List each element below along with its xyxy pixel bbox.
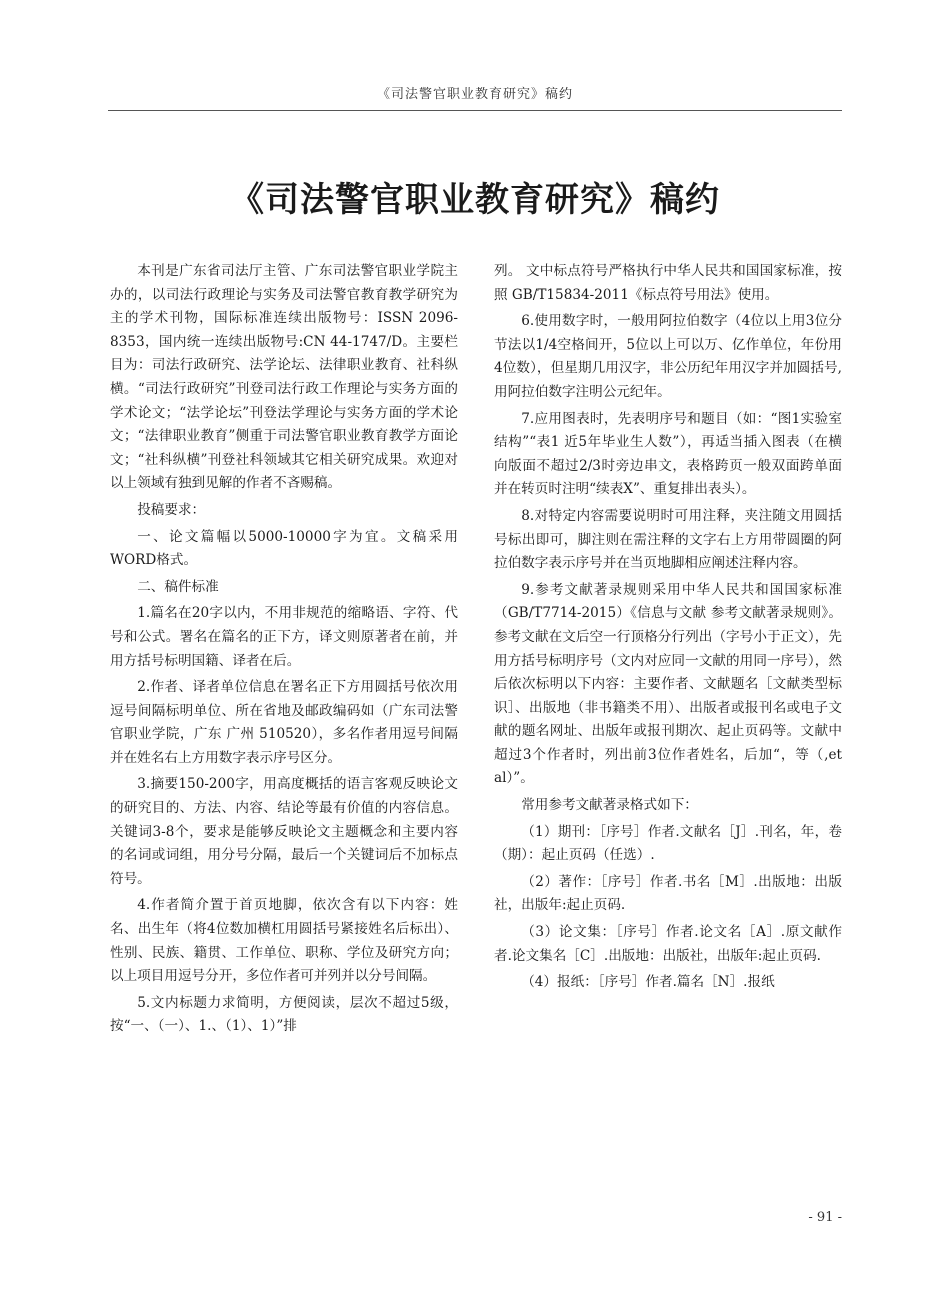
paragraph-standards-heading: 二、稿件标准 (137, 578, 219, 595)
paragraph-submission-requirements: 投稿要求： (137, 501, 206, 518)
paragraph-format-journal: （1）期刊：［序号］作者.文献名［J］.刊名，年，卷（期）：起止页码（任选）. (494, 823, 842, 864)
page-number: - 91 - (808, 1210, 842, 1225)
left-column (110, 260, 458, 1042)
paragraph-format-book: （2）著作：［序号］作者.书名［M］.出版地：出版社，出版年:起止页码. (494, 873, 842, 914)
page-title: 《司法警官职业教育研究》稿约 (230, 180, 720, 220)
paragraph-item-9: 9.参考文献著录规则采用中华人民共和国国家标准（GB/T7714-2015）《信息与文献 参考文献著录规则》。参考文献在文后空一行顶格分行列出（字号小于正文），先用方括号标明序号（文内对应同一文献的用同一序号），然后依次标明以下内容：主要作者、文献题名［文献类型标识］、出版地（非书籍类不用）、出版者或报刊名或电子文献的题名网址、出版年或报刊期次、起止页码等。文献中超过3个作者时，列出前3位作者姓名，后加“，等（,et al）”。 (494, 581, 842, 787)
paragraph-item-5-continued: 列。 文中标点符号严格执行中华人民共和国国家标准，按照 GB/T15834-2011《标点符号用法》使用。 (494, 263, 842, 303)
running-header: 《司法警官职业教育研究》稿约 (376, 87, 573, 102)
header-divider (108, 110, 842, 111)
paragraph-format-proceedings: （3）论文集：［序号］作者.论文名［A］.原文献作者.论文集名［C］.出版地：出版社，出版年:起止页码. (494, 924, 842, 964)
paragraph-item-4: 4.作者简介置于首页地脚，依次含有以下内容：姓名、出生年（将4位数加横杠用圆括号紧接姓名后标出）、性别、民族、籍贯、工作单位、职称、学位及研究方向；以上项目用逗号分开，多位作者可并列并以分号间隔。 (110, 897, 458, 985)
paragraph-length: 一、论文篇幅以5000-10000字为宜。文稿采用WORD格式。 (110, 528, 458, 569)
paragraph-item-5: 5.文内标题力求简明，方便阅读，层次不超过5级，按“一、（一）、1.、（1）、1）”排 (110, 994, 458, 1035)
paragraph-item-2: 2.作者、译者单位信息在署名正下方用圆括号依次用逗号间隔标明单位、所在省地及邮政编码如（广东司法警官职业学院，广东 广州 510520），多名作者用逗号间隔并在姓名右上方用数字表示序号区分。 (110, 679, 458, 766)
paragraph-item-1: 1.篇名在20字以内，不用非规范的缩略语、字符、代号和公式。署名在篇名的正下方，译文则原著者在前，并用方括号标明国籍、译者在后。 (110, 605, 458, 669)
paragraph-item-7: 7.应用图表时，先表明序号和题目（如：“图1实验室结构”“表1 近5年毕业生人数”），再适当插入图表（在横向版面不超过2/3时旁边串文，表格跨页一般双面跨单面并在转页时注明“续表X”、重复排出表头）。 (494, 410, 842, 498)
paragraph-formats-heading: 常用参考文献著录格式如下： (521, 797, 698, 814)
right-column (494, 260, 842, 998)
paragraph-item-6: 6.使用数字时，一般用阿拉伯数字（4位以上用3位分节法以1/4空格间开，5位以上可以万、亿作单位，年份用4位数），但星期几用汉字，非公历纪年用汉字并加圆括号,用阿拉伯数字注明公元纪年。 (494, 313, 842, 400)
paragraph-item-3: 3.摘要150-200字，用高度概括的语言客观反映论文的研究目的、方法、内容、结论等最有价值的内容信息。关键词3-8个，要求是能够反映论文主题概念和主要内容的名词或词组，用分号分隔，最后一个关键词后不加标点符号。 (110, 776, 458, 887)
paragraph-format-newspaper: （4）报纸：［序号］作者.篇名［N］.报纸 (521, 974, 775, 991)
paragraph-intro: 本刊是广东省司法厅主管、广东司法警官职业学院主办的，以司法行政理论与实务及司法警官教育教学研究为主的学术刊物，国际标准连续出版物号：ISSN 2096-8353，国内统一连续出版物号:CN 44-1747/D。主要栏目为：司法行政研究、法学论坛、法律职业教育、社科纵横。“司法行政研究”刊登司法行政工作理论与实务方面的学术论文；“法学论坛”刊登法学理论与实务方面的学术论文；“法律职业教育”侧重于司法警官职业教育教学方面论文；“社科纵横”刊登社科领域其它相关研究成果。欢迎对以上领域有独到见解的作者不吝赐稿。 (110, 263, 458, 492)
paragraph-item-8: 8.对特定内容需要说明时可用注释，夹注随文用圆括号标出即可，脚注则在需注释的文字右上方用带圆圈的阿拉伯数字表示序号并在当页地脚相应阐述注释内容。 (494, 507, 842, 572)
